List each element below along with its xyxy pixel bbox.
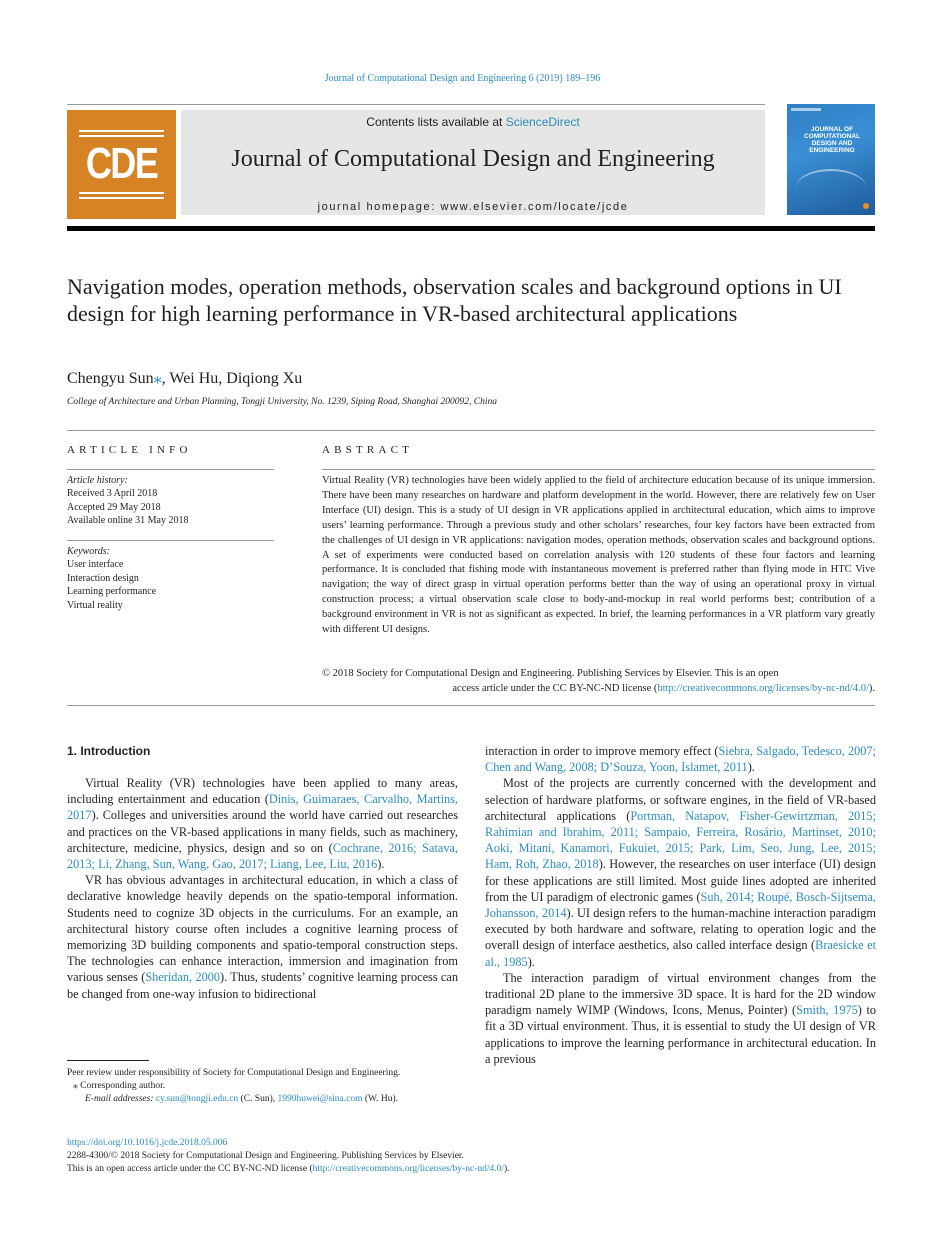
copyright-line: © 2018 Society for Computational Design and Engineering. Publishing Services by Elsevier. This is an open (322, 668, 779, 679)
keywords (67, 545, 274, 612)
license-line (67, 1163, 875, 1176)
text: ). (527, 954, 535, 969)
keyword: User interface (67, 559, 124, 571)
text: VR has obvious advantages in architectural education, in which a class of declarative knowledge heavily depends on the spatio-temporal information. Students need to cognize 3D objects in the curriculums. For an example, an architectural history course often includes a cognitive learning process of memorizing 3D building components and spatio-temporal construction steps. The technologies can enhance interaction, immersion and imagination from various senses ( (67, 873, 458, 985)
license-prefix: This is an open access article under the CC BY-NC-ND license ( (67, 1164, 313, 1175)
logo-line (79, 135, 164, 137)
text: interaction in order to improve memory effect ( (485, 744, 719, 758)
email-owner: (C. Sun), (238, 1094, 278, 1105)
article-title: Navigation modes, operation methods, observation scales and background options in UI design for high learning performance in VR-based architectural applications (67, 274, 842, 326)
keywords-label: Keywords: (67, 546, 110, 557)
paragraph (485, 970, 876, 1067)
keyword: Interaction design (67, 572, 139, 584)
text: ). UI design refers to the human-machine interaction paradigm executed by both hardware and software, relating to operation logic and the overall design of interface aesthetics, also called interface design ( (485, 906, 876, 953)
text: ). (747, 760, 755, 775)
abstract-heading: ABSTRACT (322, 444, 414, 456)
divider (67, 469, 274, 470)
left-column (67, 775, 458, 1002)
text: ). Thus, students’ cognitive learning process can be changed from one-way infusion to bidirectional (67, 970, 458, 1001)
cover-graphic (795, 169, 867, 209)
journal-title: Journal of Computational Design and Engineering (231, 146, 715, 172)
paragraph (485, 743, 876, 775)
history-online: Available online 31 May 2018 (67, 515, 189, 527)
license-suffix: ). (868, 682, 875, 694)
email-addresses (67, 1093, 458, 1106)
article-history (67, 474, 274, 528)
cover-title: JOURNAL OF COMPUTATIONAL DESIGN AND ENGINEERING (803, 126, 861, 154)
divider (67, 104, 765, 105)
text: ). However, the researches on user interface (UI) design for these applications are still limited. Most guide lines adopted are inherited from the UI paradigm of electronic games ( (485, 857, 876, 904)
text: ). Colleges and universities around the world have carried out researches and practices on the VR-based applications in many fields, such as machinery, architecture, medicine, physics, design and so on ( (67, 808, 458, 855)
cover-dot (863, 203, 869, 209)
text: The interaction paradigm of virtual environment changes from the traditional 2D plane to the immersive 3D space. It is hard for the 2D window paradigm namely WIMP (Windows, Icons, Menus, Pointer) ( (485, 970, 876, 1018)
doi-link[interactable]: https://doi.org/10.1016/j.jcde.2018.05.006 (67, 1138, 228, 1148)
citation-link[interactable]: Portman, Natapov, Fisher-Gewirtzman, 2015; Rahimian and Ibrahim, 2011; Sampaio, Ferreira, Rosário, Martinset, 2010; Aoki, Mitani, Kanamori, Fukuiet, 2015; Park, Lim, Seo, Jung, Lee, 2015; Ham, Roh, Zhao, 2018 (485, 808, 876, 872)
paragraph (67, 775, 458, 872)
license-prefix: access article under the CC BY-NC-ND license ( (452, 682, 658, 694)
journal-cover-image (787, 104, 875, 215)
copyright-line (322, 682, 875, 697)
sciencedirect-link[interactable]: ScienceDirect (505, 115, 580, 129)
logo-text: CDE (85, 139, 158, 188)
right-column (485, 743, 876, 1067)
text: ) to fit a 3D virtual environment. Thus, it is essential to study the UI design of VR applications to improve the learning performance in architectural education. In a previous (485, 1003, 877, 1066)
keyword: Learning performance (67, 586, 157, 598)
email-link[interactable]: cy.sun@tongji.edu.cn (155, 1094, 239, 1105)
history-label: Article history: (67, 475, 128, 486)
corresponding-author-marker[interactable]: ⁎ (153, 370, 162, 387)
logo-line (79, 130, 164, 132)
logo-line (79, 197, 164, 199)
abstract-copyright (322, 667, 875, 697)
contents-prefix: Contents lists available at (366, 115, 506, 129)
cover-bar (791, 108, 821, 111)
contents-line (181, 115, 765, 129)
header-rule (67, 226, 875, 231)
text: ). (377, 857, 385, 872)
footnotes (67, 1067, 458, 1107)
citation-link[interactable]: Dinis, Guimaraes, Carvalho, Martins, 2017 (67, 792, 459, 823)
author-rest: , Wei Hu, Diqiong Xu (161, 370, 303, 387)
issn-line: 2288-4300/© 2018 Society for Computational Design and Engineering. Publishing Services by Elsevier. (67, 1151, 464, 1162)
divider (322, 469, 875, 470)
logo-line (79, 192, 164, 194)
journal-homepage[interactable]: journal homepage: www.elsevier.com/locate/jcde (317, 201, 629, 213)
citation-link[interactable]: Cochrane, 2016; Satava, 2013; Li, Zhang, Sun, Wang, Gao, 2017; Liang, Lee, Liu, 2016 (67, 840, 459, 872)
abstract-text: Virtual Reality (VR) technologies have been widely applied to the field of architecture education because of its unique immersion. There have been many researches on hardware and platform development in the world. However, there are relatively few on User Interface (UI) design. This is a study of UI design in VR applications applied in architectural education, which aims to improve users’ learning performance. Through a previous study and other scholars’ researches, four key factors have been extracted from the challenges of UI design in VR applications: navigation modes, operation methods, observation scales and background options. A set of experiments were conducted based on correlation analysis with 120 students of these four factors and learning performance. It is concluded that fishing mode with instantaneous movement is preferred rather than flying mode in HTC Vive navigation; the way of direct grasp in virtual operation performs better than the way of using an operational proxy in virtual construction process; a virtual observation scale close to body-and-mockup in real world performs best; contribution of a background environment in VR is not as significant as expected. In brief, the learning performances in a VR platform vary greatly with different UI designs. (322, 475, 875, 636)
keyword: Virtual reality (67, 599, 123, 611)
email-link[interactable]: 1990huwei@sina.com (277, 1094, 363, 1105)
article-info-heading: ARTICLE INFO (67, 444, 192, 456)
citation-link[interactable]: Suh, 2014; Roupé, Bosch-Sijtsema, Johansson, 2014 (485, 889, 876, 921)
text: Virtual Reality (VR) technologies have been applied to many areas, including entertainment and education ( (67, 776, 458, 807)
authors (67, 368, 302, 388)
email-owner: (W. Hu). (362, 1094, 399, 1105)
citation-link[interactable]: Siebra, Salgado, Tedesco, 2007; Chen and Wang, 2008; D’Souza, Yoon, Islamet, 2011 (485, 744, 876, 775)
license-suffix: ). (504, 1164, 510, 1175)
paragraph (67, 872, 458, 1002)
citation-link[interactable]: Smith, 1975 (796, 1003, 858, 1018)
footnote-rule (67, 1060, 149, 1061)
divider (67, 540, 274, 541)
peer-review-note: Peer review under responsibility of Society for Computational Design and Engineering. (67, 1068, 401, 1078)
paragraph (485, 775, 876, 969)
citation-link[interactable]: Braesicke et al., 1985 (485, 938, 876, 969)
license-link[interactable]: http://creativecommons.org/licenses/by-nc-nd/4.0/ (657, 682, 869, 694)
corresponding-author-note: ⁎ Corresponding author. (73, 1081, 166, 1092)
text: Most of the projects are currently concerned with the development and selection of hardware platforms, or software engines, in the field of VR-based architectural applications ( (485, 776, 876, 823)
history-received: Received 3 April 2018 (67, 488, 158, 500)
citation-link[interactable]: Sheridan, 2000 (145, 970, 221, 985)
author-first: Chengyu Sun (67, 370, 154, 387)
license-link[interactable]: http://creativecommons.org/licenses/by-nc-nd/4.0/ (312, 1164, 504, 1175)
divider (67, 705, 875, 706)
journal-citation[interactable]: Journal of Computational Design and Engineering 6 (2019) 189–196 (324, 73, 601, 84)
section-heading: 1. Introduction (67, 744, 151, 758)
page-footer (67, 1137, 875, 1177)
cde-logo (67, 110, 176, 219)
divider (67, 430, 875, 431)
masthead (181, 110, 765, 215)
history-accepted: Accepted 29 May 2018 (67, 501, 161, 513)
affiliation: College of Architecture and Urban Planning, Tongji University, No. 1239, Siping Road, Shanghai 200092, China (67, 397, 497, 407)
email-label: E-mail addresses: (85, 1094, 154, 1105)
